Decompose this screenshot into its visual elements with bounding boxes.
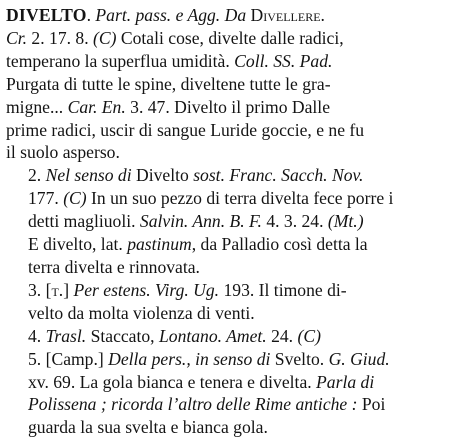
text-line xyxy=(6,50,468,73)
text-line xyxy=(6,141,468,164)
text-line xyxy=(6,371,468,394)
italic-text: Della pers., in senso di xyxy=(108,348,271,369)
text-line xyxy=(6,302,468,325)
text-segment: Cotali cose, divelte dalle radici, xyxy=(116,27,344,48)
text-segment: detti magliuoli. xyxy=(28,211,140,232)
text-segment: , da Palladio così detta la xyxy=(191,234,368,255)
text-segment: temperano la superflua umidità. xyxy=(6,50,235,71)
text-line xyxy=(6,119,468,142)
text-segment: 4. xyxy=(28,325,46,346)
text-segment: il suolo asperso. xyxy=(6,142,120,163)
text-segment: Purgata di tutte le spine, diveltene tutte le gra- xyxy=(6,73,331,94)
italic-text: (Mt.) xyxy=(327,211,364,232)
text-segment: 193. Il timone di- xyxy=(219,279,347,300)
text-line xyxy=(6,164,468,187)
sense-3 xyxy=(6,279,468,325)
italic-text: sost. Franc. Sacch. Nov. xyxy=(193,165,364,186)
text-line xyxy=(6,27,468,50)
text-segment: 24. xyxy=(266,325,298,346)
text-line xyxy=(6,348,468,371)
italic-text: G. Giud. xyxy=(328,348,390,369)
text-segment: 3. 47. Divelto il primo Dalle xyxy=(125,96,331,117)
text-segment: 177. xyxy=(28,188,64,209)
text-line xyxy=(6,256,468,279)
text-segment: . xyxy=(320,5,325,25)
italic-text: (C) xyxy=(93,27,117,48)
text-segment: 4. 3. 24. xyxy=(261,211,328,232)
italic-text: Salvin. Ann. B. F. xyxy=(139,211,262,232)
text-line xyxy=(6,416,468,439)
dictionary-page xyxy=(6,4,468,439)
sense-4 xyxy=(6,325,468,348)
small-caps-text: Divellere xyxy=(250,5,321,25)
text-segment: Staccato, xyxy=(86,325,159,346)
italic-text: Lontano. Amet. xyxy=(158,325,267,346)
text-segment: Divelto xyxy=(131,165,194,186)
text-line xyxy=(6,233,468,256)
italic-text: Parla di xyxy=(316,371,375,392)
text-segment: 2. 17. 8. xyxy=(27,27,94,48)
sense-2 xyxy=(6,164,468,279)
headword: DIVELTO xyxy=(6,5,87,25)
italic-text: Polissena ; ricorda l’altro delle Rime antiche : xyxy=(28,394,358,415)
entry-divelto xyxy=(6,4,468,164)
text-line xyxy=(6,73,468,96)
text-segment: Svelto. xyxy=(270,348,329,369)
text-segment: In un suo pezzo di terra divelta fece porre i xyxy=(86,188,394,209)
text-segment: velto da molta violenza di venti. xyxy=(28,302,255,323)
italic-text: Coll. SS. Pad. xyxy=(234,50,333,71)
italic-text: Car. En. xyxy=(67,96,126,117)
text-segment: terra divelta e rinnovata. xyxy=(28,256,200,277)
text-line xyxy=(6,96,468,119)
text-line xyxy=(6,187,468,210)
text-segment: E divelto, lat. xyxy=(28,234,128,255)
italic-text: Cr. xyxy=(6,27,28,48)
text-segment: 5. [Camp.] xyxy=(28,348,109,369)
text-line xyxy=(6,4,468,27)
text-segment: xv. 69. La gola bianca e tenera e divelta. xyxy=(28,371,317,392)
text-line xyxy=(6,325,468,348)
text-segment: .] xyxy=(58,279,74,300)
text-segment: prime radici, uscir di sangue Luride goccie, e ne fu xyxy=(6,119,365,140)
text-segment: . xyxy=(86,5,96,25)
text-line xyxy=(6,210,468,233)
text-segment: 2. xyxy=(28,165,46,186)
italic-text: Per estens. Virg. Ug. xyxy=(73,279,220,300)
italic-text: pastinum xyxy=(127,234,192,255)
text-line xyxy=(6,279,468,302)
text-segment: migne... xyxy=(6,96,68,117)
text-segment: Poi xyxy=(357,394,386,415)
text-segment: 3. [ xyxy=(28,279,52,300)
italic-text: (C) xyxy=(63,188,87,209)
italic-text: Part. pass. e Agg. Da xyxy=(95,5,251,25)
italic-text: (C) xyxy=(297,325,321,346)
text-segment: guarda la sua svelta e bianca gola. xyxy=(28,417,268,438)
small-caps-text: t xyxy=(51,279,59,300)
italic-text: Trasl. xyxy=(45,325,87,346)
italic-text: Nel senso di xyxy=(45,165,132,186)
sense-5 xyxy=(6,348,468,439)
